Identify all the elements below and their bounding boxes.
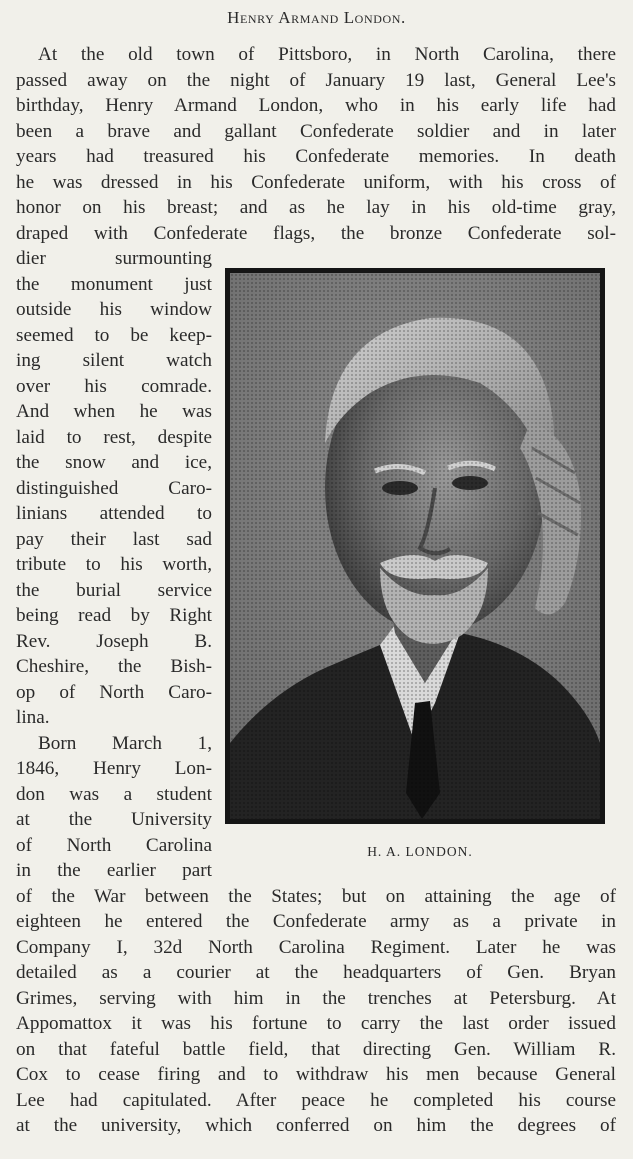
portrait-illustration [230,273,600,819]
text-line: Appomattox it was his fortune to carry the last order issued [16,1013,616,1034]
text-line: outside his window [16,299,212,320]
text-line: at the university, which conferred on him the degrees of [16,1115,616,1136]
text-line: Grimes, serving with him in the trenches at Petersburg. At [16,987,616,1009]
text-line: at the University [16,809,212,830]
photo-caption: H. A. LONDON. [367,844,473,859]
text-line: been a brave and gallant Confederate soldier and in later [16,120,616,142]
text-line: passed away on the night of January 19 last, General Lee's [16,69,616,91]
text-line: Cox to cease firing and to withdraw his men because General [16,1064,616,1085]
text-line: lina. [16,707,50,728]
article-title: Henry Armand London. [227,8,406,27]
text-line: Rev. Joseph B. [16,630,212,652]
text-line: linians attended to [16,503,212,524]
text-line: At the old town of Pittsboro, in North Carolina, there [38,44,616,65]
text-line: honor on his breast; and as he lay in his old-time gray, [16,197,616,218]
text-line: 1846, Henry Lon- [16,758,212,779]
text-line: draped with Confederate flags, the bronze Confederate sol- [16,222,616,244]
text-line: the monument just [16,273,212,295]
text-line: laid to rest, despite [16,426,212,448]
text-line: of the War between the States; but on attaining the age of [16,885,616,907]
text-line: the snow and ice, [16,452,212,473]
text-line: Born March 1, [38,732,212,754]
text-line: don was a student [16,783,212,805]
text-line: Cheshire, the Bish- [16,656,212,677]
portrait-photo [230,273,600,819]
text-line: distinguished Caro- [16,477,212,499]
text-line: Lee had capitulated. After peace he completed his course [16,1089,616,1111]
text-line: of North Carolina [16,834,212,856]
portrait-photo-frame [225,268,605,824]
text-line: in the earlier part [16,860,212,881]
text-line: birthday, Henry Armand London, who in his early life had [16,95,616,116]
text-line: the burial service [16,579,212,601]
text-line: on that fateful battle field, that directing Gen. William R. [16,1038,616,1060]
text-line: Company I, 32d North Carolina Regiment. Later he was [16,936,616,958]
text-line: being read by Right [16,605,212,626]
text-line: he was dressed in his Confederate uniform, with his cross of [16,171,616,193]
text-line: tribute to his worth, [16,554,212,575]
text-line: pay their last sad [16,528,212,550]
text-line: years had treasured his Confederate memories. In death [16,146,616,167]
text-line: op of North Caro- [16,681,212,703]
text-line: seemed to be keep- [16,324,212,346]
text-line: And when he was [16,401,212,422]
text-line: dier surmounting [16,248,212,269]
text-line: detailed as a courier at the headquarters of Gen. Bryan [16,962,616,983]
text-line: over his comrade. [16,375,212,397]
text-line: eighteen he entered the Confederate army as a private in [16,911,616,932]
text-line: ing silent watch [16,350,212,371]
